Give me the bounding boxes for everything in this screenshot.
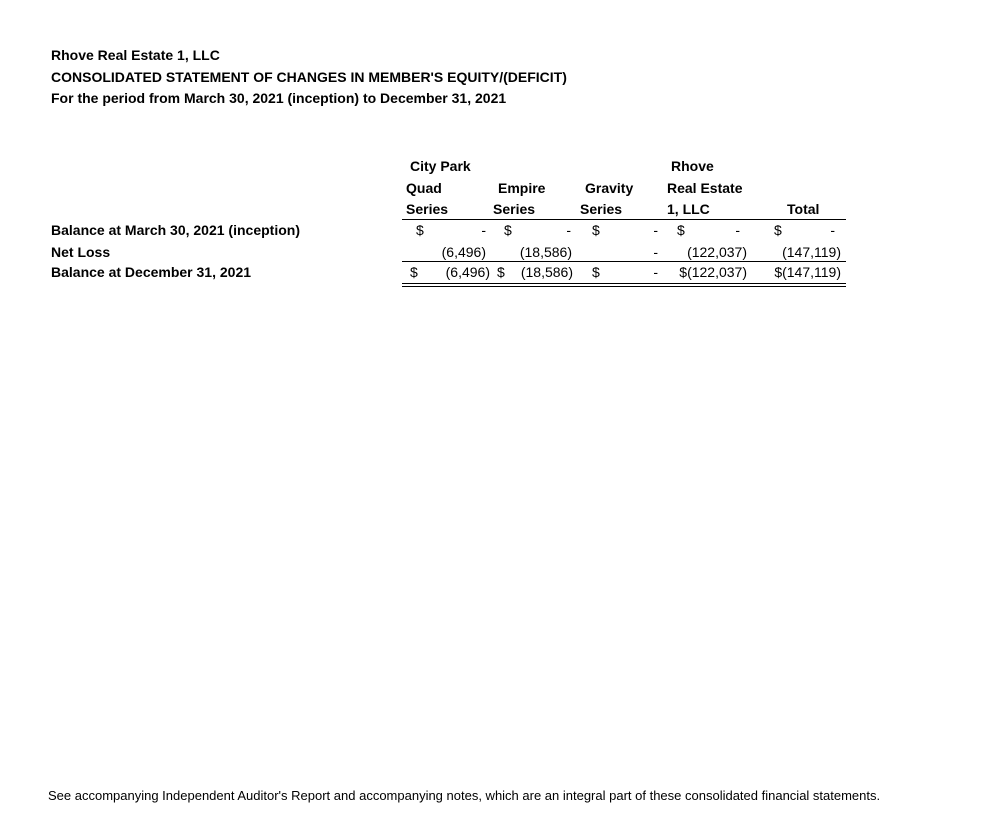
col-city-park-header-line1: City Park — [410, 158, 471, 174]
col-gravity-header-line2: Series — [580, 201, 623, 217]
net-loss-total-value: (147,119) — [782, 244, 841, 260]
company-name: Rhove Real Estate 1, LLC — [51, 47, 220, 63]
col-gravity-header-line1: Gravity — [585, 180, 634, 196]
statement-period: For the period from March 30, 2021 (inception) to December 31, 2021 — [51, 90, 507, 106]
closing-empire-value: (18,586) — [520, 264, 573, 280]
opening-empire-currency: $ — [504, 222, 512, 238]
col-rhove-header-line2: Real Estate — [667, 180, 743, 196]
footer-note: See accompanying Independent Auditor's Report and accompanying notes, which are an integral part of these consolidated financial statements. — [48, 788, 881, 803]
subtotal-underline — [402, 261, 846, 262]
statement-title: CONSOLIDATED STATEMENT OF CHANGES IN MEMBER'S EQUITY/(DEFICIT) — [51, 69, 567, 85]
closing-gravity-currency: $ — [592, 264, 600, 280]
closing-city-park-currency: $ — [410, 264, 418, 280]
header-underline — [402, 219, 846, 220]
col-total-header: Total — [787, 201, 820, 217]
opening-total-currency: $ — [774, 222, 782, 238]
col-empire-header-line1: Empire — [498, 180, 546, 196]
closing-city-park-value: (6,496) — [445, 264, 490, 280]
closing-gravity-value: - — [653, 264, 658, 280]
closing-total-value: $(147,119) — [774, 264, 841, 280]
opening-city-park-value: - — [481, 222, 486, 238]
col-empire-header-line2: Series — [493, 201, 536, 217]
total-double-underline — [402, 283, 846, 287]
net-loss-city-park-value: (6,496) — [441, 244, 486, 260]
row-label-net-loss: Net Loss — [51, 244, 111, 260]
opening-empire-value: - — [566, 222, 571, 238]
opening-rhove-currency: $ — [677, 222, 685, 238]
opening-gravity-value: - — [653, 222, 658, 238]
opening-total-value: - — [830, 222, 835, 238]
col-rhove-header-line1: Rhove — [671, 158, 714, 174]
closing-rhove-value: $(122,037) — [679, 264, 747, 280]
col-city-park-header-line2: Quad — [406, 180, 442, 196]
row-label-closing-balance: Balance at December 31, 2021 — [51, 264, 252, 280]
net-loss-rhove-value: (122,037) — [687, 244, 747, 260]
opening-rhove-value: - — [735, 222, 740, 238]
opening-gravity-currency: $ — [592, 222, 600, 238]
col-rhove-header-line3: 1, LLC — [667, 201, 710, 217]
net-loss-gravity-value: - — [653, 244, 658, 260]
closing-empire-currency: $ — [497, 264, 505, 280]
opening-city-park-currency: $ — [416, 222, 424, 238]
col-city-park-header-line3: Series — [406, 201, 449, 217]
row-label-opening-balance: Balance at March 30, 2021 (inception) — [51, 222, 300, 238]
net-loss-empire-value: (18,586) — [519, 244, 572, 260]
